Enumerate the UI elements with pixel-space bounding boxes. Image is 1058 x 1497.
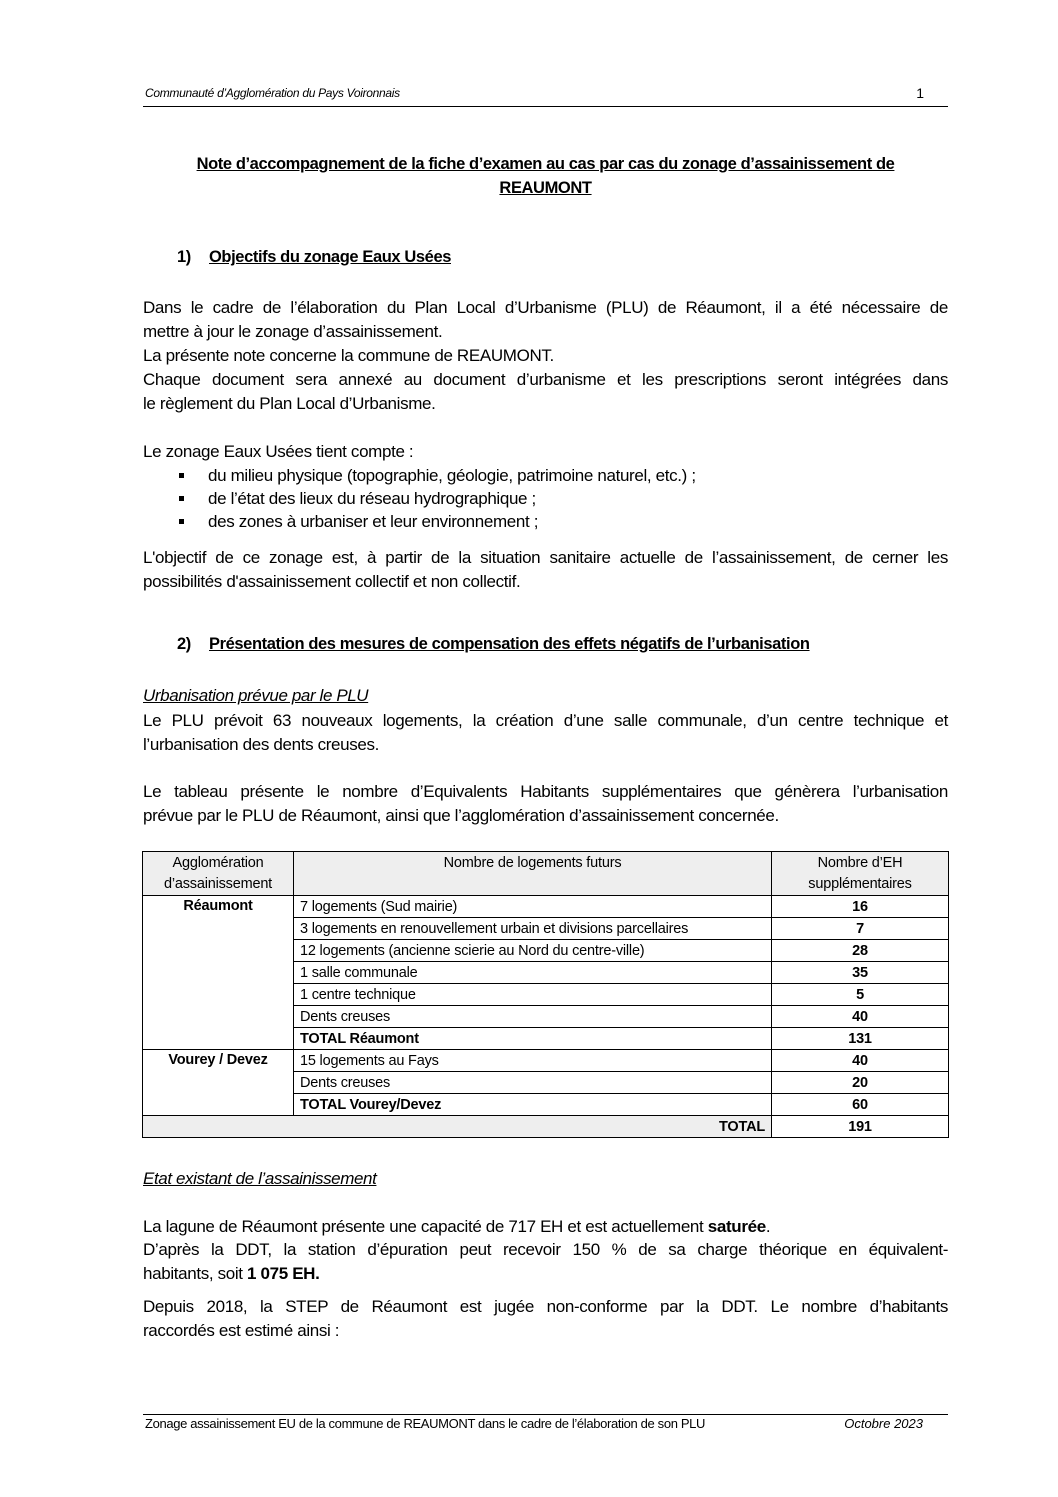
footer-date: Octobre 2023 <box>844 1416 923 1431</box>
ddt-text: habitants, soit <box>143 1264 248 1283</box>
lagune-paragraph <box>143 1215 948 1239</box>
eh-cell: 7 <box>772 918 949 940</box>
table-row <box>143 1050 949 1072</box>
ddt-paragraph <box>143 1238 948 1286</box>
document-title <box>143 152 948 200</box>
text-line: Depuis 2018, la STEP de Réaumont est jugée non-conforme par la DDT. Le nombre d’habitants <box>143 1297 948 1316</box>
header-organization: Communauté d’Agglomération du Pays Voironnais <box>145 86 400 100</box>
logements-cell: Dents creuses <box>294 1006 772 1028</box>
subtotal-label-cell: TOTAL Vourey/Devez <box>294 1094 772 1116</box>
list-item-text: de l’état des lieux du réseau hydrographique ; <box>208 489 536 508</box>
list-item-text: du milieu physique (topographie, géologie, patrimoine naturel, etc.) ; <box>208 466 696 485</box>
title-line-1: Note d’accompagnement de la fiche d’examen au cas par cas du zonage d’assainissement de <box>196 155 895 173</box>
criteria-intro: Le zonage Eaux Usées tient compte : <box>143 442 414 461</box>
eh-cell: 16 <box>772 896 949 918</box>
column-header-eh: Nombre d’EH supplémentaires <box>772 852 949 896</box>
text-line: La présente note concerne la commune de REAUMONT. <box>143 346 554 365</box>
section-2-number: 2) <box>177 635 191 653</box>
lagune-text: La lagune de Réaumont présente une capacité de 717 EH et est actuellement <box>143 1217 708 1236</box>
logements-cell: 7 logements (Sud mairie) <box>294 896 772 918</box>
list-item <box>175 487 696 510</box>
logements-cell: Dents creuses <box>294 1072 772 1094</box>
subtotal-eh-cell: 131 <box>772 1028 949 1050</box>
text-line: L'objectif de ce zonage est, à partir de la situation sanitaire actuelle de l’assainissement, de cerner les <box>143 548 948 567</box>
text-line: Chaque document sera annexé au document d’urbanisme et les prescriptions seront intégrées dans <box>143 370 948 389</box>
footer-text: Zonage assainissement EU de la commune de REAUMONT dans le cadre de l’élaboration de son PLU <box>145 1416 706 1431</box>
step-paragraph <box>143 1295 948 1343</box>
subtotal-label-cell: TOTAL Réaumont <box>294 1028 772 1050</box>
list-item <box>175 510 696 533</box>
title-line-2: REAUMONT <box>499 179 592 197</box>
text-line: Dans le cadre de l’élaboration du Plan Local d’Urbanisme (PLU) de Réaumont, il a été nécessaire de <box>143 298 948 317</box>
text-line: prévue par le PLU de Réaumont, ainsi que l’agglomération d’assainissement concernée. <box>143 806 779 825</box>
total-value-cell: 191 <box>772 1116 949 1138</box>
eh-cell: 35 <box>772 962 949 984</box>
page-footer <box>143 1414 948 1437</box>
section-1-paragraph <box>143 296 948 416</box>
eh-cell: 40 <box>772 1006 949 1028</box>
subheading-etat-existant: Etat existant de l’assainissement <box>143 1169 377 1188</box>
text-line <box>143 1262 948 1286</box>
criteria-list <box>175 464 696 533</box>
text-line: Le PLU prévoit 63 nouveaux logements, la création d’une salle communale, d’un centre technique et <box>143 711 948 730</box>
logements-cell: 3 logements en renouvellement urbain et divisions parcellaires <box>294 918 772 940</box>
column-header-agglomeration: Agglomération d’assainissement <box>143 852 294 896</box>
list-item <box>175 464 696 487</box>
page-header <box>143 86 948 107</box>
table-row-total <box>143 1116 949 1138</box>
logements-cell: 12 logements (ancienne scierie au Nord du centre-ville) <box>294 940 772 962</box>
section-1-heading <box>177 248 451 267</box>
agglomeration-cell: Réaumont <box>143 896 294 1050</box>
list-item-text: des zones à urbaniser et leur environnement ; <box>208 512 539 531</box>
text-line: l’urbanisation des dents creuses. <box>143 735 380 754</box>
table-header-row <box>143 852 949 896</box>
objective-paragraph <box>143 546 948 594</box>
eh-table <box>142 851 949 1138</box>
text-line: le règlement du Plan Local d’Urbanisme. <box>143 394 436 413</box>
subtotal-eh-cell: 60 <box>772 1094 949 1116</box>
subheading-urbanisation: Urbanisation prévue par le PLU <box>143 686 369 705</box>
eh-cell: 20 <box>772 1072 949 1094</box>
text-line: possibilités d'assainissement collectif et non collectif. <box>143 572 521 591</box>
section-2-title: Présentation des mesures de compensation des effets négatifs de l’urbanisation <box>209 635 810 653</box>
text-line: D’après la DDT, la station d’épuration peut recevoir 150 % de sa charge théorique en équivalent- <box>143 1240 948 1259</box>
page-number: 1 <box>916 85 924 101</box>
eh-cell: 28 <box>772 940 949 962</box>
section-1-title: Objectifs du zonage Eaux Usées <box>209 248 451 266</box>
text-line: mettre à jour le zonage d’assainissement. <box>143 322 443 341</box>
text-line: Le tableau présente le nombre d’Equivalents Habitants supplémentaires que génèrera l’urbanisation <box>143 782 948 801</box>
eh-cell: 40 <box>772 1050 949 1072</box>
logements-cell: 1 salle communale <box>294 962 772 984</box>
bullet-icon <box>179 496 184 501</box>
bullet-icon <box>179 519 184 524</box>
table-row <box>143 896 949 918</box>
column-header-logements: Nombre de logements futurs <box>294 852 772 896</box>
lagune-text-end: . <box>765 1217 771 1236</box>
capacity-emphasis: 1 075 EH. <box>247 1264 320 1283</box>
eh-cell: 5 <box>772 984 949 1006</box>
total-label-cell: TOTAL <box>143 1116 772 1138</box>
logements-cell: 1 centre technique <box>294 984 772 1006</box>
logements-cell: 15 logements au Fays <box>294 1050 772 1072</box>
saturee-emphasis: saturée <box>707 1217 766 1236</box>
urbanisation-paragraph <box>143 709 948 757</box>
section-2-heading <box>177 635 810 654</box>
section-1-number: 1) <box>177 248 191 266</box>
table-intro-paragraph <box>143 780 948 828</box>
agglomeration-cell: Vourey / Devez <box>143 1050 294 1116</box>
text-line: raccordés est estimé ainsi : <box>143 1321 340 1340</box>
bullet-icon <box>179 473 184 478</box>
